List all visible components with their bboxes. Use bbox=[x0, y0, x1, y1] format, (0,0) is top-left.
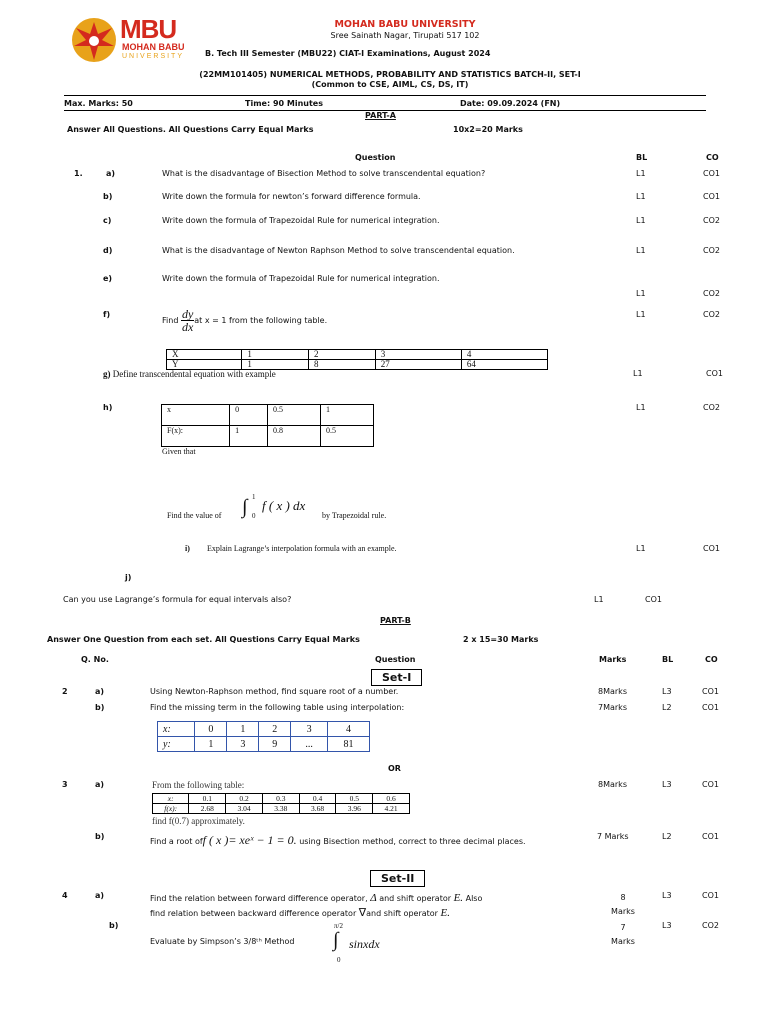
table-fx bbox=[161, 404, 374, 447]
by-trapezoidal: by Trapezoidal rule. bbox=[322, 511, 387, 520]
table-cell: 2.68 bbox=[189, 804, 226, 814]
q1h-co: CO2 bbox=[703, 403, 720, 412]
q1d-label: d) bbox=[103, 246, 113, 255]
q4b-text: Evaluate by Simpson’s 3/8ᵗʰ Method bbox=[150, 937, 295, 946]
table-cell: 3.96 bbox=[336, 804, 373, 814]
q1i-text: Explain Lagrange’s interpolation formula with an example. bbox=[207, 544, 397, 553]
q3b-post: using Bisection method, correct to three decimal places. bbox=[299, 837, 526, 846]
table-cell: ... bbox=[291, 737, 328, 752]
table-cell: 81 bbox=[328, 737, 370, 752]
table-row bbox=[167, 350, 548, 360]
q1e-text: Write down the formula of Trapezoidal Rule for numerical integration. bbox=[162, 274, 440, 283]
logo-text: MBU bbox=[120, 14, 177, 44]
q3b-equation: f ( x )= xeˣ − 1 = 0. bbox=[202, 833, 297, 847]
table-cell: 1 bbox=[242, 360, 309, 370]
q1f-text-pre: Find bbox=[162, 316, 179, 325]
q4a-t1: Find the relation between forward difference operator, bbox=[150, 894, 368, 903]
course-common: (Common to CSE, AIML, CS, DS, IT) bbox=[311, 80, 469, 89]
table-row bbox=[158, 737, 370, 752]
table-xy bbox=[166, 349, 548, 370]
q1j-label: j) bbox=[125, 573, 132, 582]
nabla-symbol: ∇ bbox=[358, 907, 367, 919]
table-cell: 1 bbox=[320, 405, 373, 426]
table-cell: 2 bbox=[259, 722, 291, 737]
table-row bbox=[158, 722, 370, 737]
derivative-fraction bbox=[181, 308, 194, 333]
q2a-bl: L3 bbox=[662, 687, 672, 696]
q1c-text: Write down the formula of Trapezoidal Rule for numerical integration. bbox=[162, 216, 440, 225]
part-a-title: PART-A bbox=[365, 111, 396, 120]
q3-number: 3 bbox=[62, 780, 68, 789]
table-cell: 0.2 bbox=[226, 794, 263, 804]
table-cell: 4 bbox=[328, 722, 370, 737]
simpson-integral-sign: ∫ bbox=[333, 929, 339, 951]
q3a-intro: From the following table: bbox=[152, 780, 245, 790]
q1f-text bbox=[162, 308, 327, 333]
table-cell: x: bbox=[158, 722, 195, 737]
q1d-co: CO2 bbox=[703, 246, 720, 255]
q3b-pre: Find a root of bbox=[150, 837, 203, 846]
q1c-co: CO2 bbox=[703, 216, 720, 225]
q4a-t4: find relation between backward difference operator bbox=[150, 909, 357, 918]
q2b-bl: L2 bbox=[662, 703, 672, 712]
q2b-text: Find the missing term in the following table using interpolation: bbox=[150, 703, 405, 712]
q3b-label: b) bbox=[95, 832, 105, 841]
derivative-denominator: dx bbox=[181, 320, 194, 334]
table-cell: 0.3 bbox=[262, 794, 299, 804]
table-cell: 0 bbox=[230, 405, 268, 426]
part-a-marks: 10x2=20 Marks bbox=[453, 125, 523, 134]
part-b-instruction: Answer One Question from each set. All Questions Carry Equal Marks bbox=[47, 635, 360, 644]
table-cell: 1 bbox=[230, 426, 268, 447]
question-number: 1. bbox=[74, 169, 83, 178]
table-cell: y: bbox=[158, 737, 195, 752]
q1a-text: What is the disadvantage of Bisection Method to solve transcendental equation? bbox=[162, 169, 486, 178]
table-cell: 2 bbox=[309, 350, 376, 360]
table-cell: 8 bbox=[309, 360, 376, 370]
q4b-marks-label: Marks bbox=[611, 937, 635, 946]
university-logo bbox=[68, 14, 198, 64]
given-that: Given that bbox=[162, 447, 196, 456]
q4b-co: CO2 bbox=[702, 921, 719, 930]
q2a-co: CO1 bbox=[702, 687, 719, 696]
q4a-marks-num: 8 bbox=[620, 893, 626, 902]
q4b-marks bbox=[600, 921, 646, 949]
q4a-marks-label: Marks bbox=[611, 907, 635, 916]
table-cell: X bbox=[167, 350, 242, 360]
q3a-find: find f(0.7) approximately. bbox=[152, 816, 245, 826]
extra-row-co: CO2 bbox=[703, 289, 720, 298]
delta-symbol: Δ bbox=[370, 892, 377, 904]
simpson-lower-limit: 0 bbox=[337, 956, 341, 964]
table-cell: 9 bbox=[259, 737, 291, 752]
q1h-label: h) bbox=[103, 403, 113, 412]
phoenix-emblem-icon bbox=[68, 14, 120, 64]
q2a-marks: 8Marks bbox=[598, 687, 627, 696]
q4b-marks-num: 7 bbox=[620, 923, 626, 932]
table-row bbox=[153, 794, 410, 804]
time: Time: 90 Minutes bbox=[245, 99, 323, 108]
table-cell: 0.5 bbox=[336, 794, 373, 804]
q1i-bl: L1 bbox=[636, 544, 646, 553]
col-bl-b: BL bbox=[662, 655, 674, 664]
or-separator: OR bbox=[388, 764, 401, 773]
col-question: Question bbox=[355, 153, 396, 162]
q3a-bl: L3 bbox=[662, 780, 672, 789]
q2a-label: a) bbox=[95, 687, 105, 696]
q1b-text: Write down the formula for newton’s forward difference formula. bbox=[162, 192, 421, 201]
table-cell: 1 bbox=[242, 350, 309, 360]
part-b-marks: 2 x 15=30 Marks bbox=[463, 635, 539, 644]
q1j-co: CO1 bbox=[645, 595, 662, 604]
q2-number: 2 bbox=[62, 687, 68, 696]
shift-operator-2: E. bbox=[440, 907, 450, 919]
q1g-row bbox=[103, 369, 276, 379]
q4a-t5: and shift operator bbox=[366, 909, 438, 918]
exam-date: Date: 09.09.2024 (FN) bbox=[460, 99, 561, 108]
university-name: MOHAN BABU UNIVERSITY bbox=[334, 19, 476, 30]
table-cell: 0.4 bbox=[299, 794, 336, 804]
table-cell: 1 bbox=[195, 737, 227, 752]
table-cell: 3.38 bbox=[262, 804, 299, 814]
q4a-t2: and shift operator bbox=[379, 894, 452, 903]
university-address: Sree Sainath Nagar, Tirupati 517 102 bbox=[330, 31, 480, 40]
q4-number: 4 bbox=[62, 891, 68, 900]
exam-title: B. Tech III Semester (MBU22) CIAT-I Examinations, August 2024 bbox=[205, 49, 491, 58]
q4a-t3: Also bbox=[465, 894, 483, 903]
q1d-bl: L1 bbox=[636, 246, 646, 255]
table-cell: x bbox=[162, 405, 230, 426]
col-marks: Marks bbox=[599, 655, 627, 664]
q1f-co: CO2 bbox=[703, 310, 720, 319]
q1g-bl: L1 bbox=[633, 369, 643, 378]
q2b-label: b) bbox=[95, 703, 105, 712]
table-cell: 0.5 bbox=[320, 426, 373, 447]
q3b-text bbox=[150, 832, 590, 850]
q2b-co: CO1 bbox=[702, 703, 719, 712]
table-interpolation bbox=[157, 721, 370, 752]
simpson-upper-limit: π/2 bbox=[334, 922, 343, 930]
q4a-marks bbox=[600, 891, 646, 919]
q1b-co: CO1 bbox=[703, 192, 720, 201]
q1a-co: CO1 bbox=[703, 169, 720, 178]
q1i-label: i) bbox=[185, 544, 190, 553]
q4a-text bbox=[150, 891, 590, 921]
logo-subtitle-1: MOHAN BABU bbox=[122, 42, 185, 52]
q1j-bl: L1 bbox=[594, 595, 604, 604]
table-cell: 3 bbox=[375, 350, 461, 360]
q3a-marks: 8Marks bbox=[598, 780, 627, 789]
table-row bbox=[162, 405, 374, 426]
table-cell: 0.5 bbox=[267, 405, 320, 426]
table-row bbox=[167, 360, 548, 370]
table-cell: x: bbox=[153, 794, 189, 804]
col-co-b: CO bbox=[705, 655, 718, 664]
q1d-text: What is the disadvantage of Newton Raphson Method to solve transcendental equation. bbox=[162, 246, 515, 255]
part-b-title: PART-B bbox=[380, 616, 411, 625]
q3a-co: CO1 bbox=[702, 780, 719, 789]
q4a-bl: L3 bbox=[662, 891, 672, 900]
course-title: (22MM101405) NUMERICAL METHODS, PROBABILITY AND STATISTICS BATCH-II, SET-I bbox=[199, 70, 581, 79]
table-cell: 0.6 bbox=[373, 794, 410, 804]
table-row bbox=[153, 804, 410, 814]
simpson-integrand: sinxdx bbox=[349, 937, 380, 951]
q2b-marks: 7Marks bbox=[598, 703, 627, 712]
col-qno: Q. No. bbox=[81, 655, 109, 664]
set-2-heading: Set-II bbox=[370, 870, 425, 887]
shift-operator: E. bbox=[453, 892, 464, 904]
find-value: Find the value of bbox=[167, 511, 222, 520]
table-fx-values bbox=[152, 793, 410, 814]
q1c-label: c) bbox=[103, 216, 112, 225]
table-cell: 1 bbox=[227, 722, 259, 737]
part-a-instruction: Answer All Questions. All Questions Carry Equal Marks bbox=[67, 125, 314, 134]
derivative-numerator: dy bbox=[181, 307, 194, 321]
max-marks: Max. Marks: 50 bbox=[64, 99, 133, 108]
integral-lower: 0 bbox=[252, 512, 256, 520]
q1a-label: a) bbox=[106, 169, 116, 178]
header-rule-top bbox=[64, 95, 706, 96]
integral-sign: ∫ bbox=[242, 496, 248, 518]
table-row bbox=[162, 426, 374, 447]
table-cell: 4 bbox=[461, 350, 547, 360]
q3b-bl: L2 bbox=[662, 832, 672, 841]
table-cell: f(x): bbox=[153, 804, 189, 814]
q1g-co: CO1 bbox=[706, 369, 723, 378]
q1a-bl: L1 bbox=[636, 169, 646, 178]
q1b-bl: L1 bbox=[636, 192, 646, 201]
q1e-label: e) bbox=[103, 274, 113, 283]
q1b-label: b) bbox=[103, 192, 113, 201]
q4a-label: a) bbox=[95, 891, 105, 900]
q3b-marks: 7 Marks bbox=[597, 832, 629, 841]
q2a-text: Using Newton-Raphson method, find square root of a number. bbox=[150, 687, 399, 696]
q4b-bl: L3 bbox=[662, 921, 672, 930]
q1f-text-post: at x = 1 from the following table. bbox=[194, 316, 328, 325]
q1g-text: Define transcendental equation with example bbox=[112, 369, 276, 379]
integral-upper: 1 bbox=[252, 493, 256, 501]
col-co: CO bbox=[706, 153, 719, 162]
table-cell: 4.21 bbox=[373, 804, 410, 814]
logo-subtitle-2: UNIVERSITY bbox=[122, 53, 185, 60]
q1i-co: CO1 bbox=[703, 544, 720, 553]
table-cell: 64 bbox=[461, 360, 547, 370]
q3a-label: a) bbox=[95, 780, 105, 789]
table-cell: F(x): bbox=[162, 426, 230, 447]
q1f-label: f) bbox=[103, 310, 111, 319]
col-bl: BL bbox=[636, 153, 648, 162]
q1f-bl: L1 bbox=[636, 310, 646, 319]
set-1-heading: Set-I bbox=[371, 669, 422, 686]
table-cell: 0.8 bbox=[267, 426, 320, 447]
q1j-text: Can you use Lagrange’s formula for equal intervals also? bbox=[63, 595, 292, 604]
table-cell: 27 bbox=[375, 360, 461, 370]
table-cell: Y bbox=[167, 360, 242, 370]
table-cell: 0 bbox=[195, 722, 227, 737]
table-cell: 3.04 bbox=[226, 804, 263, 814]
col-question-b: Question bbox=[375, 655, 416, 664]
q1g-label: g) bbox=[103, 369, 111, 379]
q1c-bl: L1 bbox=[636, 216, 646, 225]
q3b-co: CO1 bbox=[702, 832, 719, 841]
table-cell: 0.1 bbox=[189, 794, 226, 804]
table-cell: 3 bbox=[291, 722, 328, 737]
table-cell: 3.68 bbox=[299, 804, 336, 814]
table-cell: 3 bbox=[227, 737, 259, 752]
q1h-bl: L1 bbox=[636, 403, 646, 412]
integral-expression: f ( x ) dx bbox=[262, 498, 306, 513]
q4b-label: b) bbox=[109, 921, 119, 930]
extra-row-bl: L1 bbox=[636, 289, 646, 298]
q4a-co: CO1 bbox=[702, 891, 719, 900]
